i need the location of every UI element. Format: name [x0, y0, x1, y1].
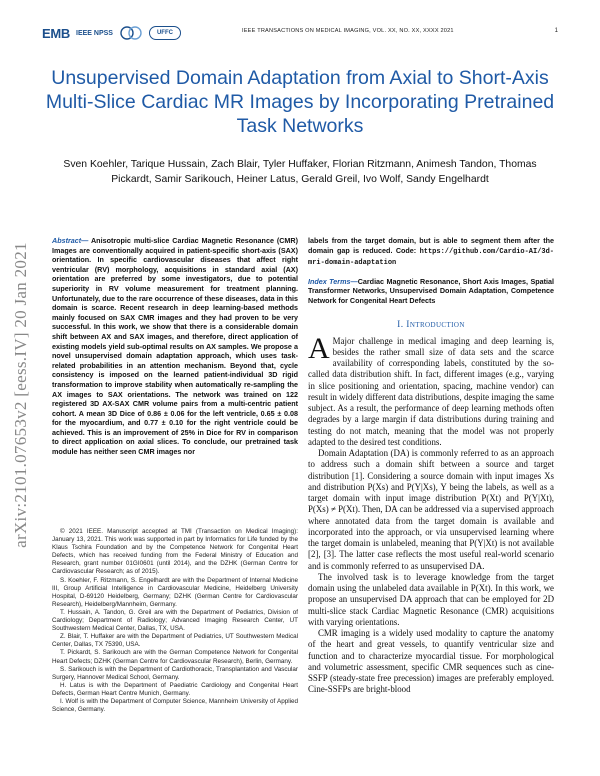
abstract-text: Anisotropic multi-slice Cardiac Magnetic Resonance (CMR) Images are conventionally acquired in patient-specific short-axis (SAX) orientation. In specific cardiovascular diseases that affect right ventricular (RV) morphology, acquisitions in standard axial (AX) orientation are preferred by some investigators, due to potential superiority in RV volume measurement for treatment planning. Unfortunately, due to the rare occurrence of these diseases, data in this domain is scarce. Recent research in deep learning-based methods mainly focused on SAX CMR images and they had proven to be very successful. In this work, we show that there is a considerable domain shift between AX and SAX images, and therefore, direct application of existing models yield sub-optimal results on AX samples. We propose a novel unsupervised domain adaptation approach, which uses task-related probabilities in an attention mechanism. Beyond that, cycle consistency is imposed on the learned patient-individual 3D rigid transformation to improve stability when automatically re-sampling the AX images to SAX orientations. The network was trained on 122 registered 3D AX-SAX CMR volume pairs from a multi-centric patient cohort. A mean 3D Dice of 0.86 ± 0.06 for the left ventricle, 0.65 ± 0.08 for the myocardium, and 0.77 ± 0.10 for the right ventricle could be achieved. This is an improvement of 25% in Dice for RV in comparison to direct application on axial slices. To conclude, our pretrained task module has neither seen CMR images nor	[52, 236, 298, 457]
introduction-body	[308, 331, 554, 696]
section-heading: I. Introduction	[397, 319, 465, 330]
author-list: Sven Koehler, Tarique Hussain, Zach Blair, Tyler Huffaker, Florian Ritzmann, Animesh Tandon, Thomas Pickardt, Samir Sarikouch, Heiner Latus, Gerald Greil, Ivo Wolf, Sandy Engelhardt	[63, 159, 537, 185]
uffc-logo: UFFC	[149, 26, 181, 40]
footnote-affiliation: I. Wolf is with the Department of Computer Science, Mannheim University of Applied Science, Germany.	[52, 697, 298, 714]
npss-logo: IEEE NPSS	[76, 29, 113, 37]
abstract	[52, 236, 298, 457]
footnote-affiliation: S. Koehler, F. Ritzmann, S. Engelhardt are with the Department of Internal Medicine III, Group Artificial Intelligence in Cardiovascular Medicine, Heidelberg University Hospital, D-69120 Heidelberg, Germany; DZHK (German Centre for Cardiovascular Research), Heidelberg/Mannheim, Germany.	[52, 576, 298, 608]
footnote-affiliation: Z. Blair, T. Huffaker are with the Department of Pediatrics, UT Southwestern Medical Center, Dallas, TX 75390, USA.	[52, 633, 298, 649]
society-logos	[42, 22, 181, 44]
left-column	[52, 236, 298, 457]
footnotes	[52, 528, 298, 714]
signal-processing-logo	[119, 25, 143, 41]
embs-logo: EMB	[42, 25, 70, 41]
footnote-affiliation: S. Sarikouch is with the Department of Cardiothoracic, Transplantation and Vascular Surgery, Hannover Medical School, Germany.	[52, 665, 298, 681]
code-link[interactable]: https://github.com/Cardio-AI/3d-mri-domain-adaptation	[308, 247, 554, 268]
index-terms	[308, 277, 554, 306]
right-column	[308, 236, 554, 696]
running-head: IEEE TRANSACTIONS ON MEDICAL IMAGING, VOL. XX, NO. XX, XXXX 2021	[242, 28, 454, 34]
index-terms-label: Index Terms—	[308, 276, 358, 286]
abstract-label: Abstract—	[52, 236, 89, 245]
intro-paragraph: Domain Adaptation (DA) is commonly referred to as an approach to address such a domain shift between a source and target distribution [1]. Considering a source domain with input images Xs and distribution P(Xs) and P(Y|Xs), Y being the labels, as well as a target domain with input image distribution P(Xt) and P(Y|Xt), P(Xs) ≠ P(Xt). Then, DA can be addressed via a supervised approach where annotated data from the target domain is available and incorporated into the approach, or via unsupervised learning where the target domain is unlabeled, meaning that P(Y|Xt) is not available [2], [3]. The latter case reflects the most useful real-world scenario and is commonly referred to as unsupervised DA.	[308, 448, 554, 571]
footnote-affiliation: T. Pickardt, S. Sarikouch are with the German Competence Network for Congenital Heart Defects; DZHK (German Centre for Cardiovascular Research), Berlin, Germany.	[52, 649, 298, 665]
footnote-affiliation: H. Latus is with the Department of Paediatric Cardiology and Congenital Heart Defects, German Heart Centre Munich, Germany.	[52, 681, 298, 697]
page-number: 1	[554, 28, 558, 34]
abstract-text-continued: labels from the target domain, but is able to segment them after the domain gap is reduced. Code:	[308, 236, 554, 255]
abstract-continued	[308, 236, 554, 269]
page-header	[42, 22, 558, 44]
intro-paragraph: CMR imaging is a widely used modality to capture the anatomy of the heart and great vessels, to quantify ventricular size and function and to characterize myocardial tissue. For morphological and volumetric assessment, specific CMR sequences such as cine-SSFP (steady-state free precession) images are preferably employed. Cine-SSFPs are bright-blood	[308, 628, 554, 695]
intro-paragraph	[308, 331, 554, 449]
drop-cap: A	[308, 331, 330, 365]
footnote-copyright: © 2021 IEEE. Manuscript accepted at TMI (Transaction on Medical Imaging): January 13, 2021. This work was supported in part by Informatics for Life funded by the Klaus Tschira Foundation and by the Competence Network for Congenital Heart Defects, which has received funding from the Federal Ministry of Education and Research, grant number 01GI0601 (until 2014), and the DZHK (German Centre for Cardiovascular Research; as of 2015).	[52, 528, 298, 576]
intro-paragraph-text: Major challenge in medical imaging and deep learning is, besides the rather small size of data sets and the scarce availability of corresponding labels, constituted by the so-called data distribution shift. In fact, different images (e.g., varying in slice positioning and orientation, spacing, machine vendor) can result in widely different data distributions, despite imaging the same subject. As a result, the performance of deep learning methods often degrades by a large margin if data distributions during training and testing do not match, meaning that the model was not properly adapted to the desired test conditions.	[308, 335, 554, 447]
paper-title: Unsupervised Domain Adaptation from Axial to Short-Axis Multi-Slice Cardiac MR Images by Incorporating Pretrained Task Networks	[45, 67, 555, 137]
arxiv-stamp	[6, 205, 36, 585]
arxiv-identifier: arXiv:2101.07653v2 [eess.IV] 20 Jan 2021	[11, 242, 30, 548]
footnote-affiliation: T. Hussain, A. Tandon, G. Greil are with the Department of Pediatrics, Division of Cardiology; Department of Radiology; Advanced Imaging Research Center, UT Southwestern Medical Center, Dallas, TX, USA.	[52, 608, 298, 633]
intro-paragraph: The involved task is to leverage knowledge from the target domain using the unlabeled data available in P(Xt). In this work, we propose an unsupervised DA approach that can be employed for 2D multi-slice stack Cardiac Magnetic Resonance (CMR) acquisitions with varying orientations.	[308, 571, 554, 627]
index-terms-text: Cardiac Magnetic Resonance, Short Axis Images, Spatial Transformer Networks, Unsupervised Domain Adaptation, Competence Network for Congenital Heart Defects	[308, 276, 555, 305]
